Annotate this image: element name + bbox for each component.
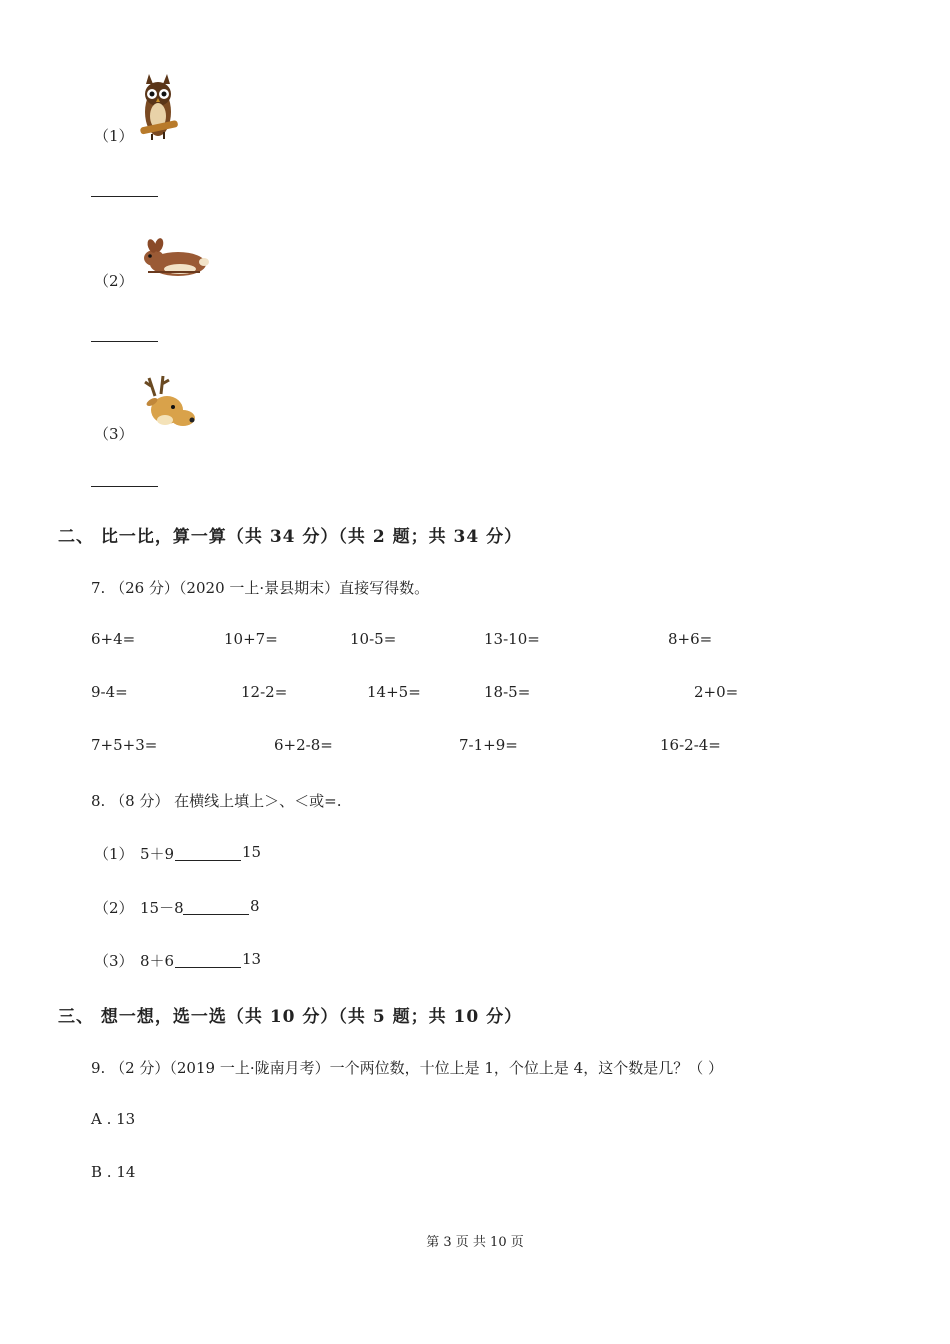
- deer-picture: [143, 374, 198, 432]
- q7-expr-r1c5: 8+6=: [668, 630, 713, 648]
- owl-icon: [138, 72, 180, 144]
- page-footer: 第 3 页 共 10 页: [426, 1235, 524, 1250]
- q8-item-1-blank[interactable]: [175, 860, 241, 861]
- q8-item-2-blank[interactable]: [183, 914, 249, 915]
- animal-label-3: （3）: [94, 425, 134, 443]
- q7-expr-r3c4: 16-2-4=: [660, 736, 721, 754]
- section-2-title: 二、 比一比，算一算（共 34 分）（共 2 题；共 34 分）: [58, 527, 523, 547]
- rabbit-picture: [140, 238, 212, 280]
- answer-line-1[interactable]: [91, 196, 158, 197]
- q8-item-2-left: 15－8: [140, 899, 184, 917]
- q9-option-a[interactable]: A . 13: [91, 1110, 136, 1128]
- q8-item-3-right: 13: [242, 950, 262, 968]
- q8-item-1-label: （1）: [94, 845, 134, 863]
- q7-expr-r1c1: 6+4=: [91, 630, 136, 648]
- q8-item-1-right: 15: [242, 843, 262, 861]
- q7-expr-r3c1: 7+5+3=: [91, 736, 158, 754]
- q7-expr-r2c3: 14+5=: [367, 683, 421, 701]
- q8-item-1-left: 5＋9: [140, 845, 175, 863]
- animal-label-1: （1）: [94, 127, 134, 145]
- q7-expr-r1c3: 10-5=: [350, 630, 397, 648]
- animal-label-2: （2）: [94, 272, 134, 290]
- q7-expr-r3c3: 7-1+9=: [459, 736, 518, 754]
- q8-item-3-left: 8＋6: [140, 952, 175, 970]
- rabbit-icon: [140, 238, 212, 280]
- q8-item-3-label: （3）: [94, 952, 134, 970]
- q7-expr-r3c2: 6+2-8=: [274, 736, 333, 754]
- q7-expr-r2c1: 9-4=: [91, 683, 128, 701]
- question-7-stem: 7. （26 分）（2020 一上·景县期末）直接写得数。: [91, 579, 430, 597]
- q8-item-2-label: （2）: [94, 899, 134, 917]
- q7-expr-r2c5: 2+0=: [694, 683, 739, 701]
- answer-line-2[interactable]: [91, 341, 158, 342]
- q7-expr-r2c2: 12-2=: [241, 683, 288, 701]
- q8-item-3-blank[interactable]: [175, 967, 241, 968]
- q7-expr-r2c4: 18-5=: [484, 683, 531, 701]
- q9-option-b[interactable]: B . 14: [91, 1163, 136, 1181]
- section-3-title: 三、 想一想，选一选（共 10 分）（共 5 题；共 10 分）: [58, 1007, 523, 1027]
- question-8-stem: 8. （8 分） 在横线上填上＞、＜或=.: [91, 792, 342, 810]
- q7-expr-r1c4: 13-10=: [484, 630, 540, 648]
- q8-item-2-right: 8: [250, 897, 260, 915]
- deer-icon: [143, 374, 198, 432]
- q7-expr-r1c2: 10+7=: [224, 630, 278, 648]
- owl-picture: [138, 72, 180, 144]
- answer-line-3[interactable]: [91, 486, 158, 487]
- question-9-stem: 9. （2 分）（2019 一上·陇南月考）一个两位数，十位上是 1，个位上是 4，这个数是几？（ ）: [91, 1059, 723, 1077]
